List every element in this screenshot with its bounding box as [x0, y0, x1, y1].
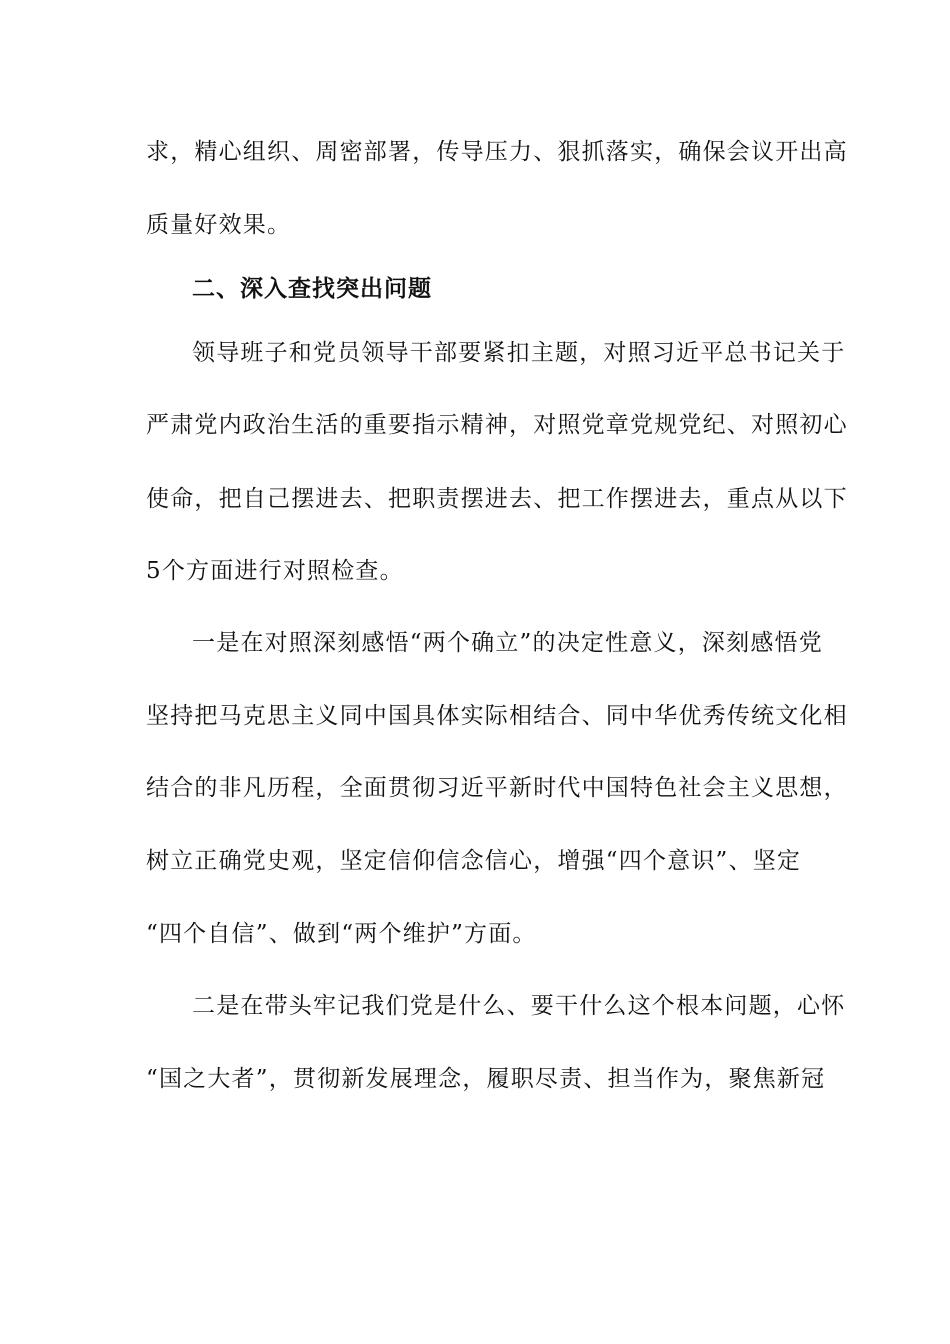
- paragraph-line: 二是在带头牢记我们党是什么、要干什么这个根本问题，心怀: [192, 993, 846, 1019]
- paragraph-line: 树立正确党史观，坚定信仰信念信心，增强“四个意识”、坚定: [146, 848, 802, 874]
- paragraph-line: 结合的非凡历程，全面贯彻习近平新时代中国特色社会主义思想，: [146, 775, 848, 801]
- paragraph-line: 使命，把自己摆进去、把职责摆进去、把工作摆进去，重点从以下: [146, 486, 848, 512]
- paragraph-line: “国之大者”，贯彻新发展理念，履职尽责、担当作为，聚焦新冠: [146, 1066, 826, 1092]
- section-heading: 二、深入查找突出问题: [192, 276, 432, 302]
- paragraph-line: “四个自信”、做到“两个维护”方面。: [146, 921, 537, 947]
- paragraph-line: 求，精心组织、周密部署，传导压力、狠抓落实，确保会议开出高: [146, 139, 848, 165]
- paragraph-line: 坚持把马克思主义同中国具体实际相结合、同中华优秀传统文化相: [146, 703, 848, 729]
- paragraph-line: 领导班子和党员领导干部要紧扣主题，对照习近平总书记关于: [192, 340, 846, 366]
- paragraph-line: 一是在对照深刻感悟“两个确立”的决定性意义，深刻感悟党: [192, 630, 823, 656]
- paragraph-line: 严肃党内政治生活的重要指示精神，对照党章党规党纪、对照初心: [146, 412, 848, 438]
- paragraph-line: 质量好效果。: [146, 212, 292, 238]
- paragraph-line: 5个方面进行对照检查。: [146, 558, 404, 584]
